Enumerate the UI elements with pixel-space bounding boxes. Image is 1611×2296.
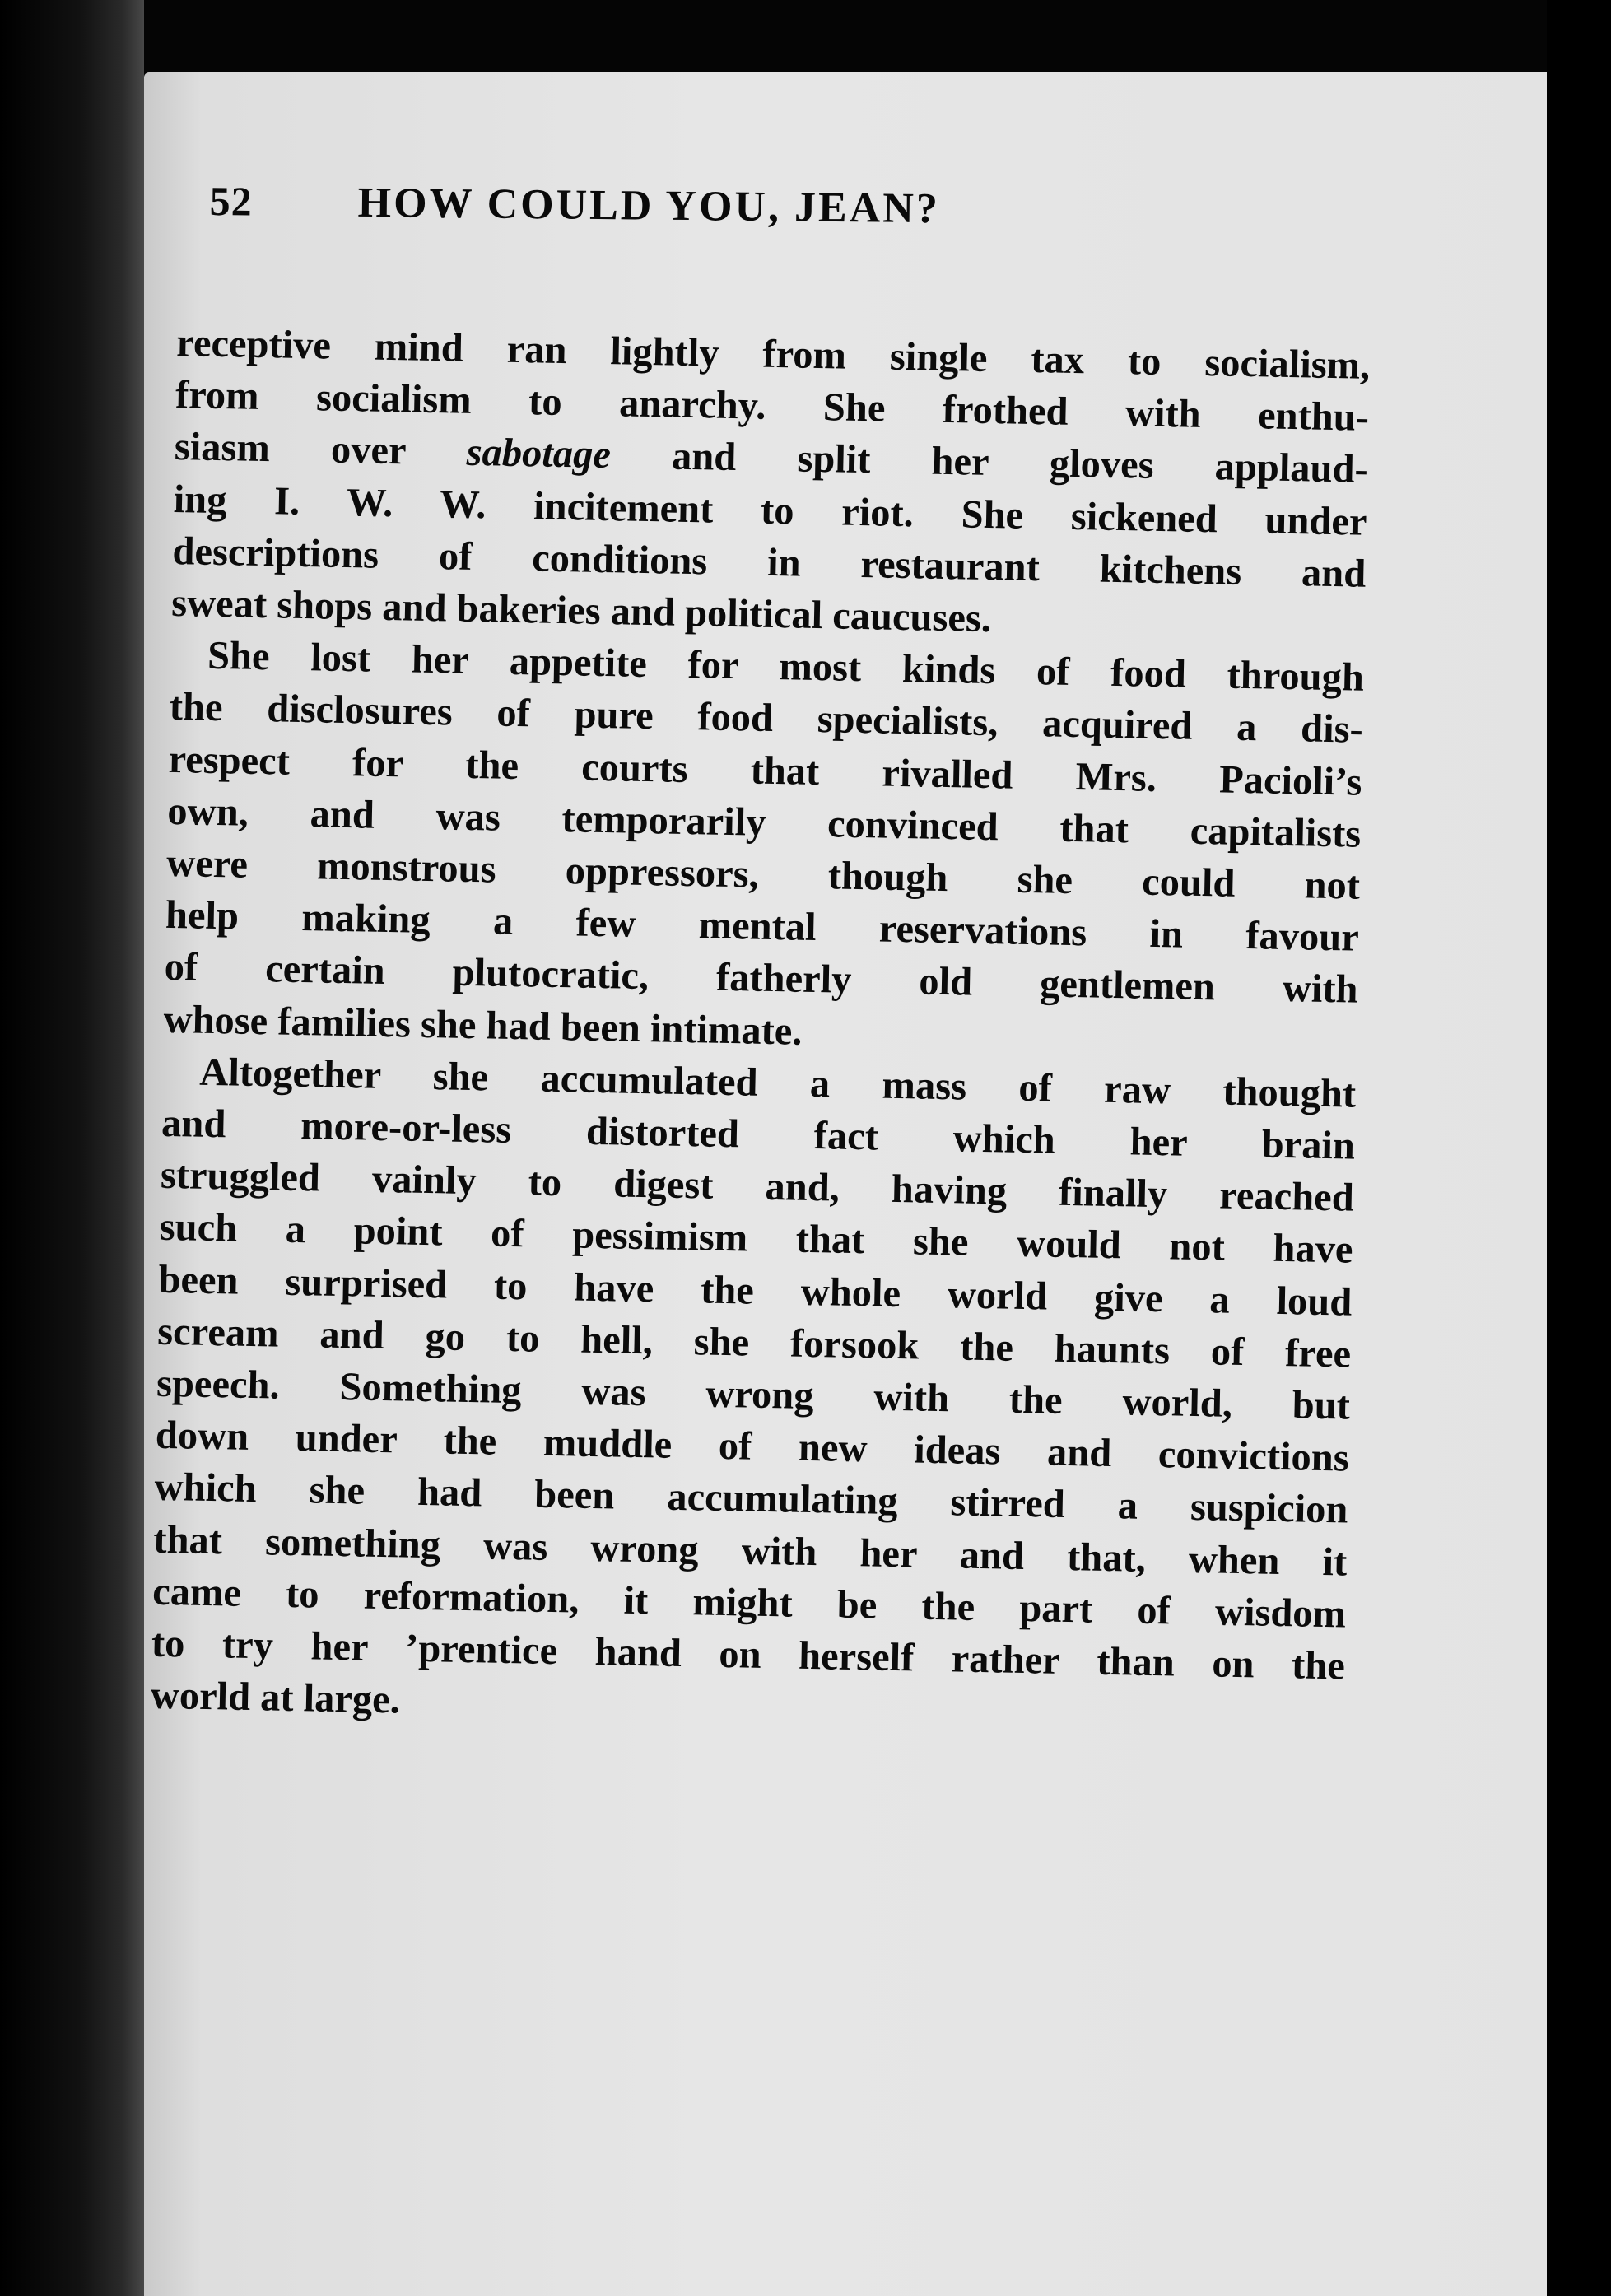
paragraph-3 bbox=[150, 1046, 1357, 1744]
text-line: that something was wrong with her and that, when it bbox=[152, 1517, 1348, 1585]
text-line: the disclosures of pure food specialists, acquired a dis- bbox=[169, 685, 1364, 752]
text-line: came to reformation, it might be the part of wisdom bbox=[151, 1569, 1347, 1637]
text-line: world at large. bbox=[150, 1673, 401, 1722]
text-line: speech. Something was wrong with the world, but bbox=[156, 1361, 1351, 1428]
text-line: She lost her appetite for most kinds of food through bbox=[207, 634, 1365, 700]
text-line: of certain plutocratic, fatherly old gentlemen with bbox=[164, 945, 1359, 1013]
text-line: own, and was temporarily convinced that capitalists bbox=[166, 789, 1362, 856]
text-line: struggled vainly to digest and, having finally reached bbox=[160, 1153, 1355, 1220]
text-line: whose families she had been intimate. bbox=[163, 997, 803, 1054]
page-number: 52 bbox=[209, 177, 253, 225]
text-line: descriptions of conditions in restaurant kitchens and bbox=[172, 529, 1367, 596]
scan-border-right bbox=[1547, 0, 1611, 2296]
text-run: siasm over bbox=[174, 425, 468, 475]
paragraph-2 bbox=[163, 629, 1364, 1068]
text-line: been surprised to have the whole world give a loud bbox=[158, 1257, 1353, 1325]
text-line: ing I. W. W. incitement to riot. She sickened under bbox=[173, 477, 1367, 544]
text-line: to try her ’prentice hand on herself rather than on the bbox=[151, 1621, 1346, 1688]
text-line: which she had been accumulating stirred a suspicion bbox=[154, 1465, 1348, 1533]
text-line: and more-or-less distorted fact which her brain bbox=[161, 1101, 1356, 1168]
text-run: and split her gloves applaud- bbox=[610, 433, 1369, 492]
text-line: were monstrous oppressors, though she could not bbox=[165, 841, 1361, 908]
text-line: sweat shops and bakeries and political caucuses. bbox=[170, 580, 992, 641]
running-head: HOW COULD YOU, JEAN? bbox=[357, 179, 941, 233]
paragraph-1 bbox=[171, 317, 1371, 652]
page-header bbox=[209, 177, 1264, 254]
text-line: such a point of pessimism that she would not have bbox=[159, 1205, 1354, 1273]
text-line: scream and go to hell, she forsook the haunts of free bbox=[156, 1309, 1352, 1376]
text-line: respect for the courts that rivalled Mrs. Pacioli’s bbox=[168, 737, 1362, 804]
body-text bbox=[150, 317, 1370, 1744]
text-line: Altogether she accumulated a mass of raw thought bbox=[198, 1050, 1357, 1116]
text-line: down under the muddle of new ideas and convictions bbox=[155, 1413, 1350, 1480]
text-line: receptive mind ran lightly from single tax to socialism, bbox=[175, 320, 1371, 388]
text-line: help making a few mental reservations in favour bbox=[165, 893, 1360, 960]
italic-word: sabotage bbox=[466, 431, 612, 477]
text-line: from socialism to anarchy. She frothed with enthu- bbox=[175, 373, 1370, 440]
book-gutter bbox=[0, 0, 144, 2296]
